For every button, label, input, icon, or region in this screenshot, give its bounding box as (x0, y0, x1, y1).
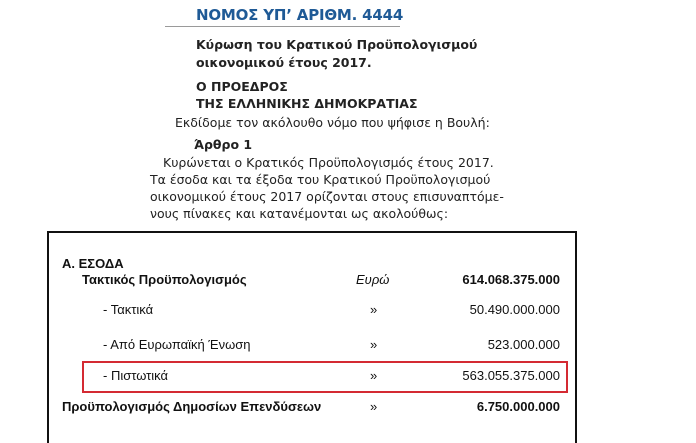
row-unit-public-investment: » (370, 399, 378, 414)
subject-line-2: οικονομικού έτους 2017. (196, 55, 372, 70)
row-amount-public-investment: 6.750.000.000 (476, 399, 560, 414)
paragraph-line-2: Τα έσοδα και τα έξοδα του Κρατικού Προϋπολογισμού (150, 172, 491, 187)
row-label-credit: - Πιστωτικά (103, 368, 169, 383)
title-divider (165, 26, 400, 27)
row-unit-regular: » (370, 302, 378, 317)
row-amount-credit: 563.055.375.000 (462, 368, 560, 383)
row-label-regular-budget: Τακτικός Προϋπολογισμός (82, 272, 247, 287)
section-label-revenue: Α. ΕΣΟΔΑ (62, 256, 124, 271)
subject-line-1: Κύρωση του Κρατικού Προϋπολογισμού (196, 37, 478, 52)
law-title: ΝΟΜΟΣ ΥΠ’ ΑΡΙΘΜ. 4444 (196, 6, 404, 24)
row-amount-regular-budget: 614.068.375.000 (462, 272, 560, 287)
issuer-line-1: Ο ΠΡΟΕΔΡΟΣ (196, 79, 288, 94)
row-label-public-investment: Προϋπολογισμός Δημοσίων Επενδύσεων (62, 399, 322, 414)
paragraph-line-1: Κυρώνεται ο Κρατικός Προϋπολογισμός έτους 2017. (163, 155, 494, 170)
paragraph-line-4: νους πίνακες και κατανέμονται ως ακολούθως: (150, 206, 449, 221)
promulgation-text: Εκδίδομε τον ακόλουθο νόμο που ψήφισε η Βουλή: (175, 115, 490, 130)
paragraph-line-3: οικονομικού έτους 2017 ορίζονται στους επισυναπτόμε- (150, 189, 504, 204)
article-heading: Άρθρο 1 (194, 137, 253, 152)
row-amount-regular: 50.490.000.000 (469, 302, 560, 317)
row-amount-eu: 523.000.000 (487, 337, 560, 352)
row-label-eu: - Από Ευρωπαϊκή Ένωση (103, 337, 251, 352)
row-label-regular: - Τακτικά (103, 302, 154, 317)
row-unit-eu: » (370, 337, 378, 352)
issuer-line-2: ΤΗΣ ΕΛΛΗΝΙΚΗΣ ΔΗΜΟΚΡΑΤΙΑΣ (196, 96, 418, 111)
row-unit-credit: » (370, 368, 378, 383)
row-unit-regular-budget: Ευρώ (356, 272, 390, 287)
